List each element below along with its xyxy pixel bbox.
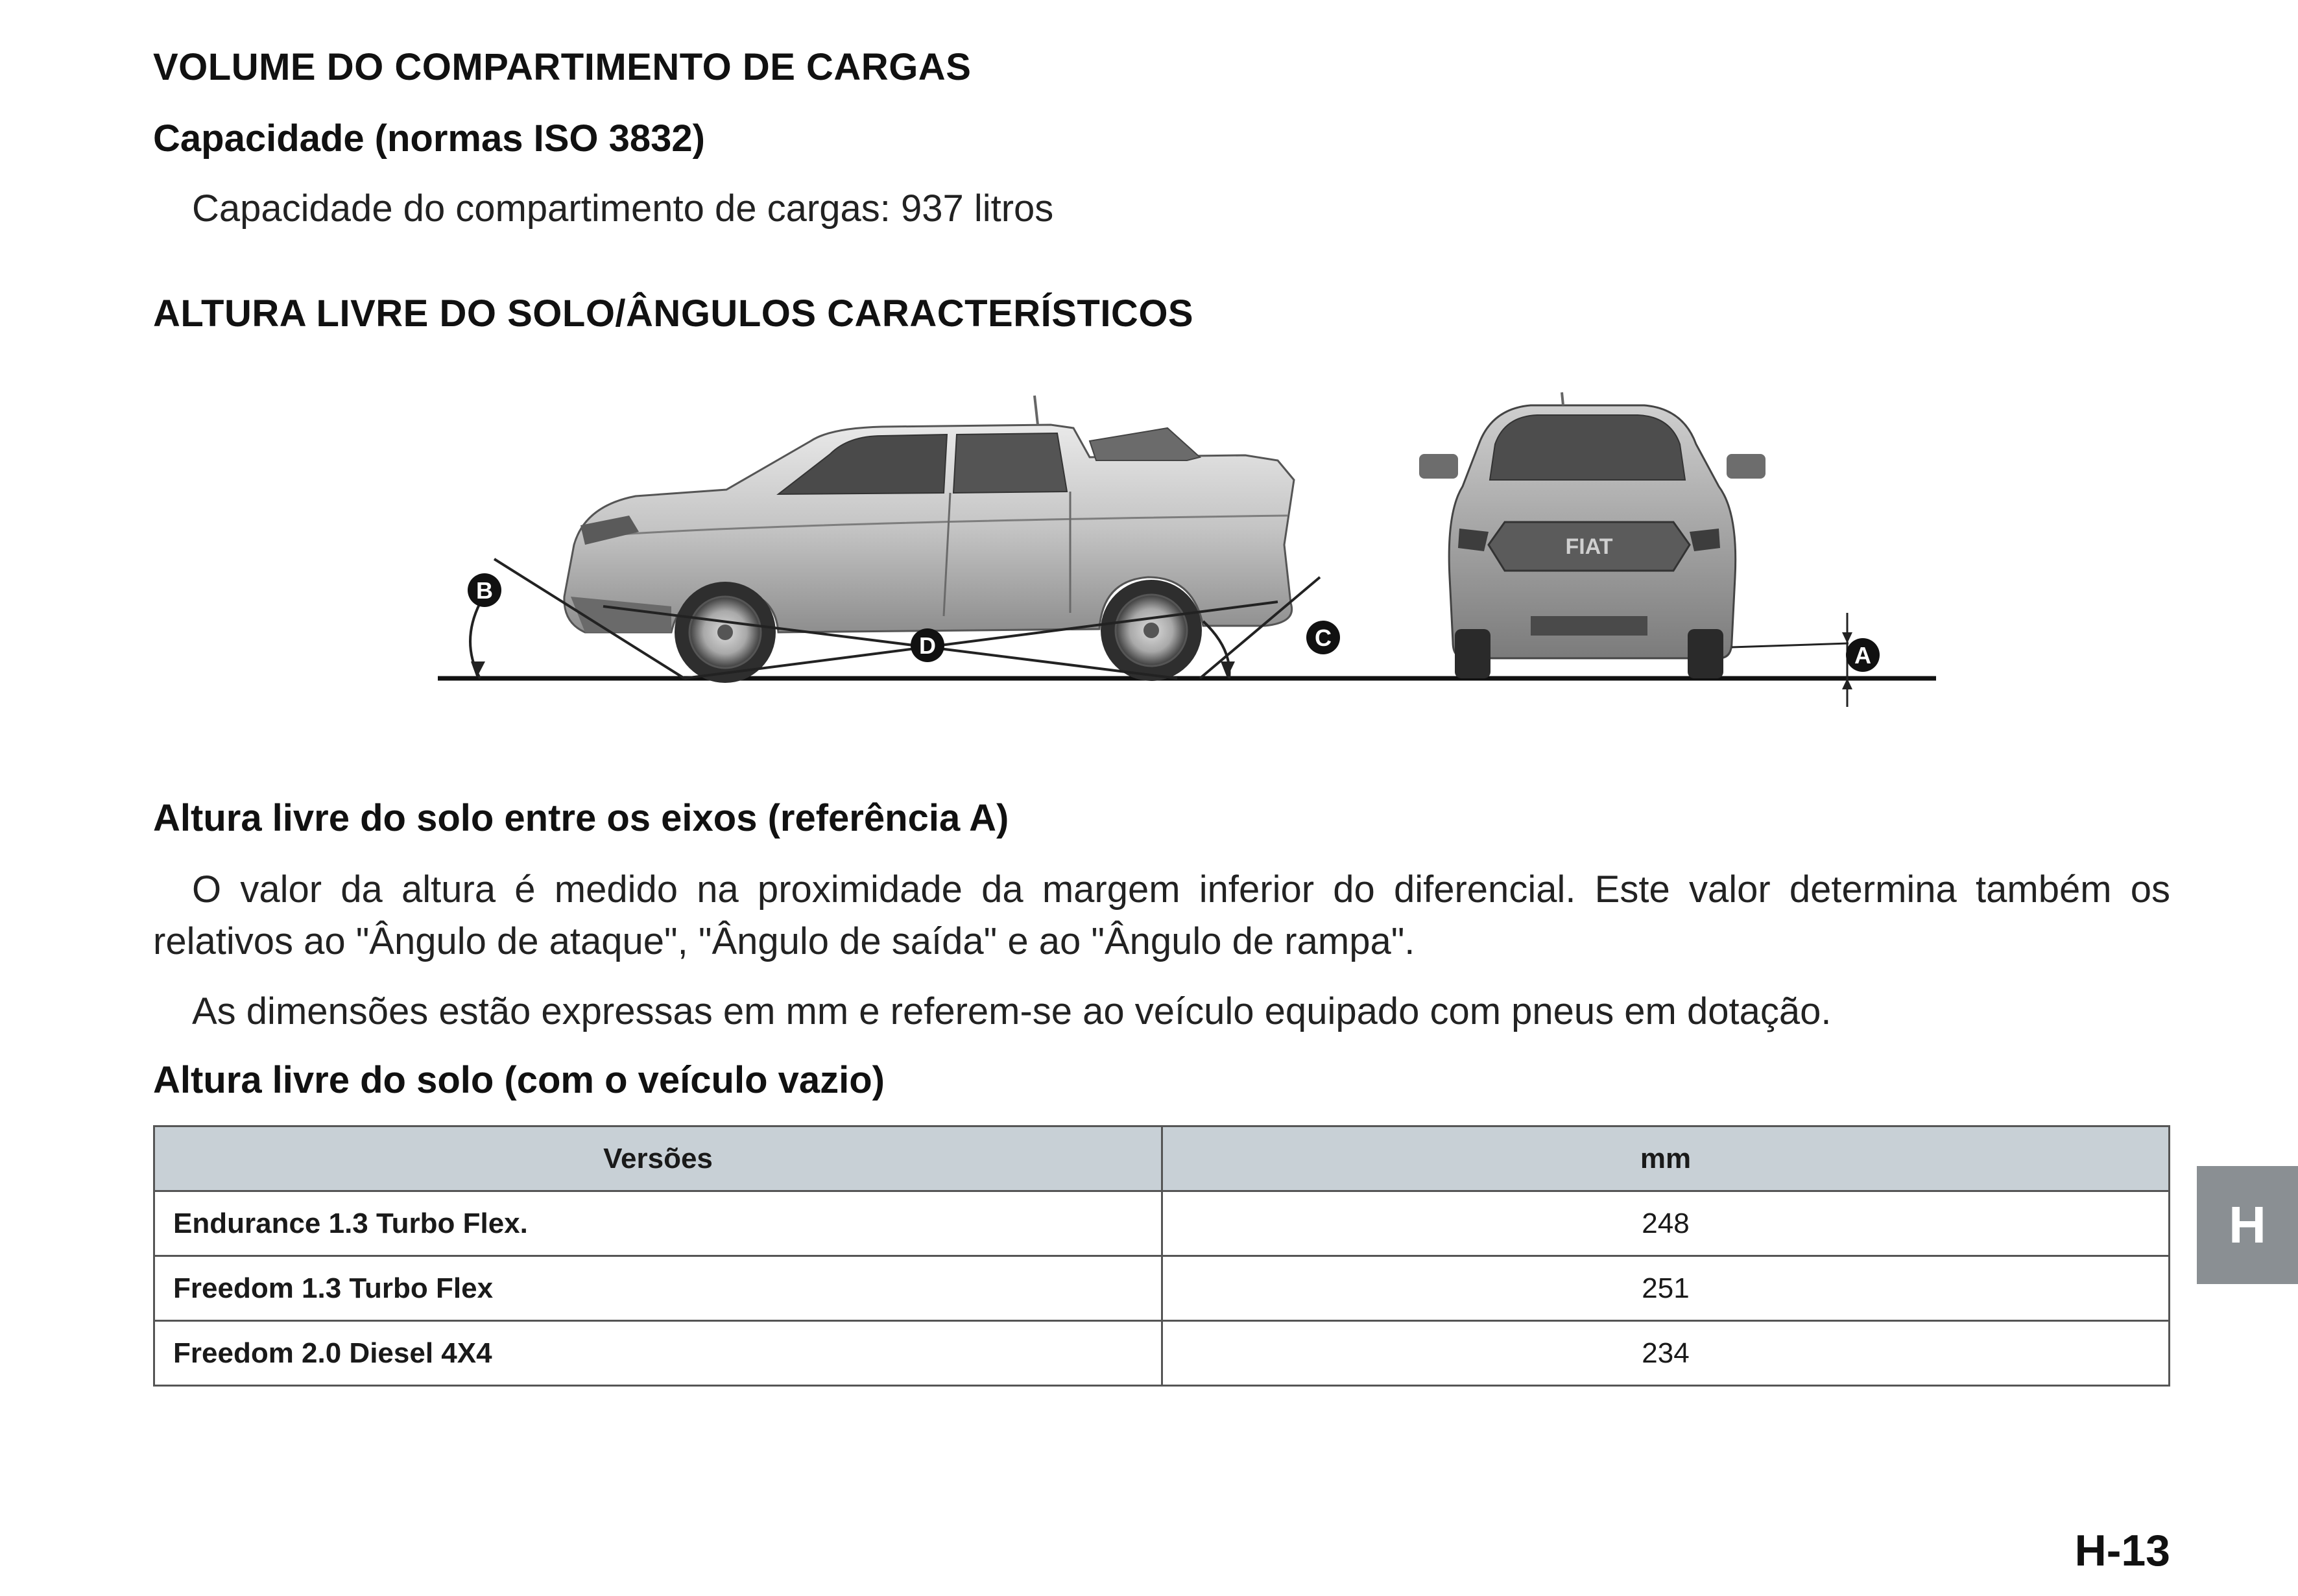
value-cell: 248 — [1162, 1191, 2170, 1256]
label-c-badge — [1306, 621, 1340, 654]
paragraph-measurement — [153, 864, 2170, 968]
cargo-capacity-value: Capacidade do compartimento de cargas: 937 litros — [192, 187, 1054, 230]
rear-wheel — [1101, 580, 1202, 681]
table-row — [154, 1256, 2170, 1321]
clearance-table — [153, 1125, 2170, 1387]
header-versions: Versões — [154, 1126, 1162, 1191]
version-cell: Freedom 2.0 Diesel 4X4 — [154, 1321, 1162, 1386]
svg-text:B: B — [476, 577, 493, 604]
value-cell: 234 — [1162, 1321, 2170, 1386]
grille-logo: FIAT — [1565, 534, 1613, 559]
chapter-tab: H — [2197, 1166, 2298, 1284]
table-header-row — [154, 1126, 2170, 1191]
version-cell: Freedom 1.3 Turbo Flex — [154, 1256, 1162, 1321]
paragraph-dimensions-text: As dimensões estão expressas em mm e referem-se ao veículo equipado com pneus em dotação. — [192, 990, 1832, 1032]
version-cell: Endurance 1.3 Turbo Flex. — [154, 1191, 1162, 1256]
subtitle-clearance-between-axles: Altura livre do solo entre os eixos (referência A) — [153, 797, 1009, 839]
svg-text:D: D — [919, 632, 936, 659]
value-cell: 251 — [1162, 1256, 2170, 1321]
vehicle-clearance-illustration — [415, 383, 1959, 720]
paragraph-dimensions — [153, 986, 2170, 1038]
table-row — [154, 1191, 2170, 1256]
table-title: Altura livre do solo (com o veículo vazio) — [153, 1059, 885, 1101]
subtitle-capacity-iso: Capacidade (normas ISO 3832) — [153, 117, 705, 160]
cargo-capacity-text — [153, 183, 2170, 235]
label-b-badge — [468, 573, 501, 607]
label-a-badge — [1846, 638, 1880, 672]
paragraph-measurement-text: O valor da altura é medido na proximidade da margem inferior do diferencial. Este valor determina também os relativos ao "Ângulo de ataque", "Ângulo de saída" e ao "Ângulo de rampa". — [153, 868, 2170, 962]
section-title-ground-clearance: ALTURA LIVRE DO SOLO/ÂNGULOS CARACTERÍSTICOS — [153, 292, 1194, 335]
svg-text:A: A — [1854, 642, 1871, 669]
page-number: H-13 — [2074, 1526, 2170, 1575]
section-title-cargo-volume: VOLUME DO COMPARTIMENTO DE CARGAS — [153, 46, 972, 88]
label-d-badge — [911, 628, 944, 662]
table-row — [154, 1321, 2170, 1386]
clearance-reference-a — [1732, 613, 1849, 707]
truck-front-view — [1419, 392, 1765, 678]
header-mm: mm — [1162, 1126, 2170, 1191]
svg-text:C: C — [1315, 625, 1332, 651]
